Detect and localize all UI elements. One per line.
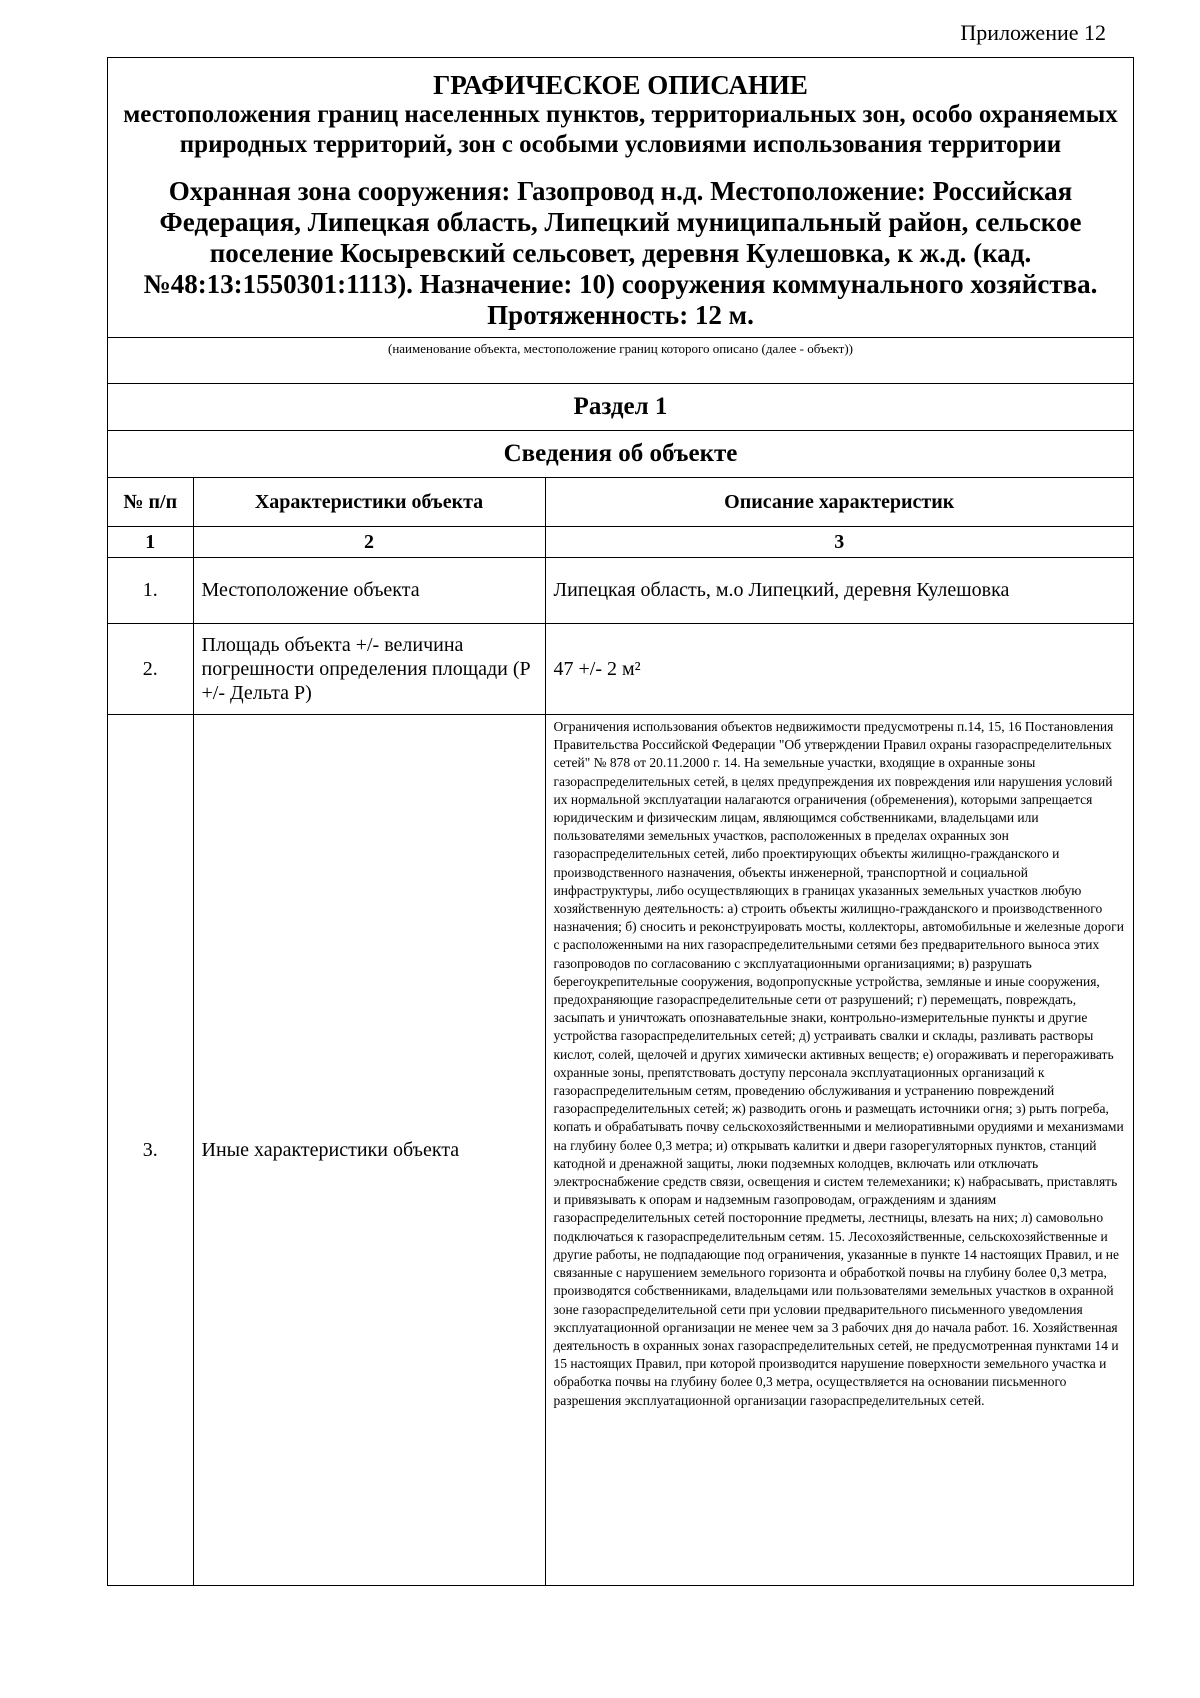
row-description: 47 +/- 2 м² bbox=[545, 624, 1133, 715]
column-number-row bbox=[108, 527, 1133, 558]
document-frame bbox=[107, 57, 1134, 1586]
column-number: 1 bbox=[108, 527, 193, 558]
row-characteristic: Площадь объекта +/- величина погрешности определения площади (Р +/- Дельта Р) bbox=[193, 624, 545, 715]
row-number: 2. bbox=[108, 624, 193, 715]
row-characteristic: Иные характеристики объекта bbox=[193, 715, 545, 1586]
column-number: 2 bbox=[193, 527, 545, 558]
column-number: 3 bbox=[545, 527, 1133, 558]
object-info-table bbox=[108, 477, 1133, 1585]
object-caption: (наименование объекта, местоположение границ которого описано (далее - объект)) bbox=[108, 337, 1133, 383]
row-number: 1. bbox=[108, 558, 193, 624]
table-row bbox=[108, 558, 1133, 624]
table-row bbox=[108, 715, 1133, 1586]
row-description: Ограничения использования объектов недвижимости предусмотрены п.14, 15, 16 Постановления Правительства Российской Федерации "Об утверждении Правил охраны газораспределительных сетей" № 878 от 20.11.2000 г. 14. На земельные участки, входящие в охранные зоны газораспределительных сетей, в целях предупреждения их повреждения или нарушения условий их нормальной эксплуатации налагаются ограничения (обременения), которыми запрещается юридическим и физическим лицам, являющимся собственниками, владельцами или пользователями земельных участков, расположенных в пределах охранных зон газораспределительных сетей, либо проектирующих объекты жилищно-гражданского и производственного назначения, объекты инженерной, транспортной и социальной инфраструктуры, либо осуществляющих в границах указанных земельных участков любую хозяйственную деятельность: а) строить объекты жилищно-гражданского и производственного назначения; б) сносить и реконструировать мосты, коллекторы, автомобильные и железные дороги с расположенными на них газораспределительными сетями без предварительного выноса этих газопроводов по согласованию с эксплуатационными организациями; в) разрушать берегоукрепительные сооружения, водопропускные устройства, земляные и иные сооружения, предохраняющие газораспределительные сети от разрушений; г) перемещать, повреждать, засыпать и уничтожать опознавательные знаки, контрольно-измерительные пункты и другие устройства газораспределительных сетей; д) устраивать свалки и склады, разливать растворы кислот, солей, щелочей и других химически активных веществ; е) огораживать и перегораживать охранные зоны, препятствовать доступу персонала эксплуатационных организаций к газораспределительным сетям, проведению обслуживания и устранению повреждений газораспределительных сетей; ж) разводить огонь и размещать источники огня; з) рыть погреба, копать и обрабатывать почву сельскохозяйственными и мелиоративными орудиями и механизмами на глубину более 0,3 метра; и) открывать калитки и двери газорегуляторных пунктов, станций катодной и дренажной защиты, люки подземных колодцев, включать или отключать электроснабжение средств связи, освещения и систем телемеханики; к) набрасывать, приставлять и привязывать к опорам и надземным газопроводам, ограждениям и зданиям газораспределительных сетей посторонние предметы, лестницы, влезать на них; л) самовольно подключаться к газораспределительным сетям. 15. Лесохозяйственные, сельскохозяйственные и другие работы, не подпадающие под ограничения, указанные в пункте 14 настоящих Правил, и не связанные с нарушением земельного горизонта и обработкой почвы на глубину более 0,3 метра, производятся собственниками, владельцами или пользователями земельных участков в охранной зоне газораспределительной сети при условии предварительного письменного уведомления эксплуатационной организации не менее чем за 3 рабочих дня до начала работ. 16. Хозяйственная деятельность в охранных зонах газораспределительных сетей, не предусмотренная пунктами 14 и 15 настоящих Правил, при которой производится нарушение поверхности земельного участка и обработка почвы на глубину более 0,3 метра, осуществляется на основании письменного разрешения эксплуатационной организации газораспределительных сетей. bbox=[545, 715, 1133, 1586]
row-characteristic: Местоположение объекта bbox=[193, 558, 545, 624]
object-name: Охранная зона сооружения: Газопровод н.д. Местоположение: Российская Федерация, Липецкая область, Липецкий муниципальный район, сельское поселение Косыревский сельсовет, деревня Кулешовка, к ж.д. (кад.№48:13:1550301:1113). Назначение: 10) сооружения коммунального хозяйства. Протяженность: 12 м. bbox=[143, 176, 1098, 330]
table-header-row bbox=[108, 478, 1133, 527]
document-header bbox=[108, 58, 1133, 337]
row-description: Липецкая область, м.о Липецкий, деревня Кулешовка bbox=[545, 558, 1133, 624]
section-title: Раздел 1 bbox=[108, 383, 1133, 430]
table-row bbox=[108, 624, 1133, 715]
column-header-number: № п/п bbox=[108, 478, 193, 527]
document-subtitle: местоположения границ населенных пунктов, территориальных зон, особо охраняемых природных территорий, зон с особыми условиями использования территории bbox=[123, 101, 1118, 158]
row-number: 3. bbox=[108, 715, 193, 1586]
column-header-characteristic: Характеристики объекта bbox=[193, 478, 545, 527]
document-title: ГРАФИЧЕСКОЕ ОПИСАНИЕ bbox=[433, 70, 808, 100]
section-subtitle: Сведения об объекте bbox=[108, 430, 1133, 477]
appendix-label: Приложение 12 bbox=[960, 20, 1106, 45]
column-header-description: Описание характеристик bbox=[545, 478, 1133, 527]
